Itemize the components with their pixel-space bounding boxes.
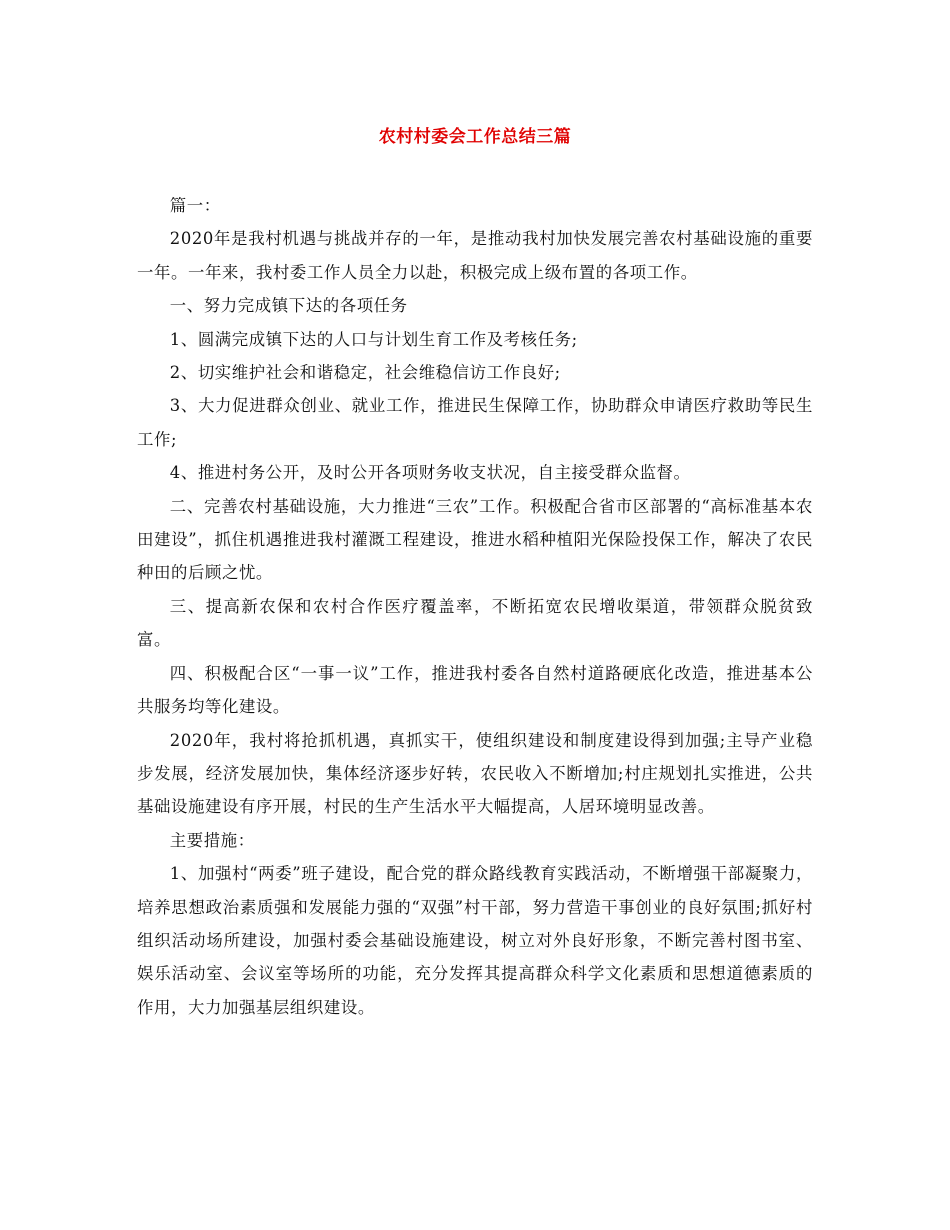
measures-heading: 主要措施： [169, 830, 255, 850]
measure-item-1: 1、加强村“两委”班子建设，配合党的群众路线教育实践活动，不断增强干部凝聚力，培养思想政治素质强和发展能力强的“双强”村干部，努力营造干事创业的良好氛围;抓好村组织活动场所建设，加强村委会基础设施建设，树立对外良好形象，不断完善村图书室、娱乐活动室、会议室等场所的功能，充分发挥其提高群众科学文化素质和思想道德素质的作用，大力加强基层组织建设。 [137, 864, 813, 1017]
task-item-4: 4、推进村务公开，及时公开各项财务收支状况，自主接受群众监督。 [169, 463, 691, 483]
intro-paragraph: 2020年是我村机遇与挑战并存的一年，是推动我村加快发展完善农村基础设施的重要一年。一年来，我村委工作人员全力以赴，积极完成上级布置的各项工作。 [137, 229, 813, 282]
section-public-services: 四、积极配合区“一事一议”工作，推进我村委各自然村道路硬底化改造，推进基本公共服务均等化建设。 [137, 663, 813, 717]
task-item-3: 3、大力促进群众创业、就业工作，推进民生保障工作，协助群众申请医疗救助等民生工作; [137, 396, 813, 449]
section-heading-part-one: 篇一： [169, 196, 221, 215]
section-heading-tasks: 一、努力完成镇下达的各项任务 [169, 296, 408, 316]
section-insurance: 三、提高新农保和农村合作医疗覆盖率，不断拓宽农民增收渠道，带领群众脱贫致富。 [137, 596, 813, 650]
document-body [137, 189, 813, 1024]
task-item-2: 2、切实维护社会和谐稳定，社会维稳信访工作良好; [169, 363, 561, 383]
task-item-1: 1、圆满完成镇下达的人口与计划生育工作及考核任务; [169, 329, 578, 349]
document-title: 农村村委会工作总结三篇 [378, 127, 572, 147]
section-infrastructure: 二、完善农村基础设施，大力推进“三农”工作。积极配合省市区部署的“高标准基本农田建设”，抓住机遇推进我村灌溉工程建设，推进水稻种植阳光保险投保工作，解决了农民种田的后顾之忧。 [137, 496, 813, 583]
plan-paragraph: 2020年，我村将抢抓机遇，真抓实干，使组织建设和制度建设得到加强;主导产业稳步发展，经济发展加快，集体经济逐步好转，农民收入不断增加;村庄规划扎实推进，公共基础设施建设有序开展，村民的生产生活水平大幅提高，人居环境明显改善。 [137, 730, 813, 817]
